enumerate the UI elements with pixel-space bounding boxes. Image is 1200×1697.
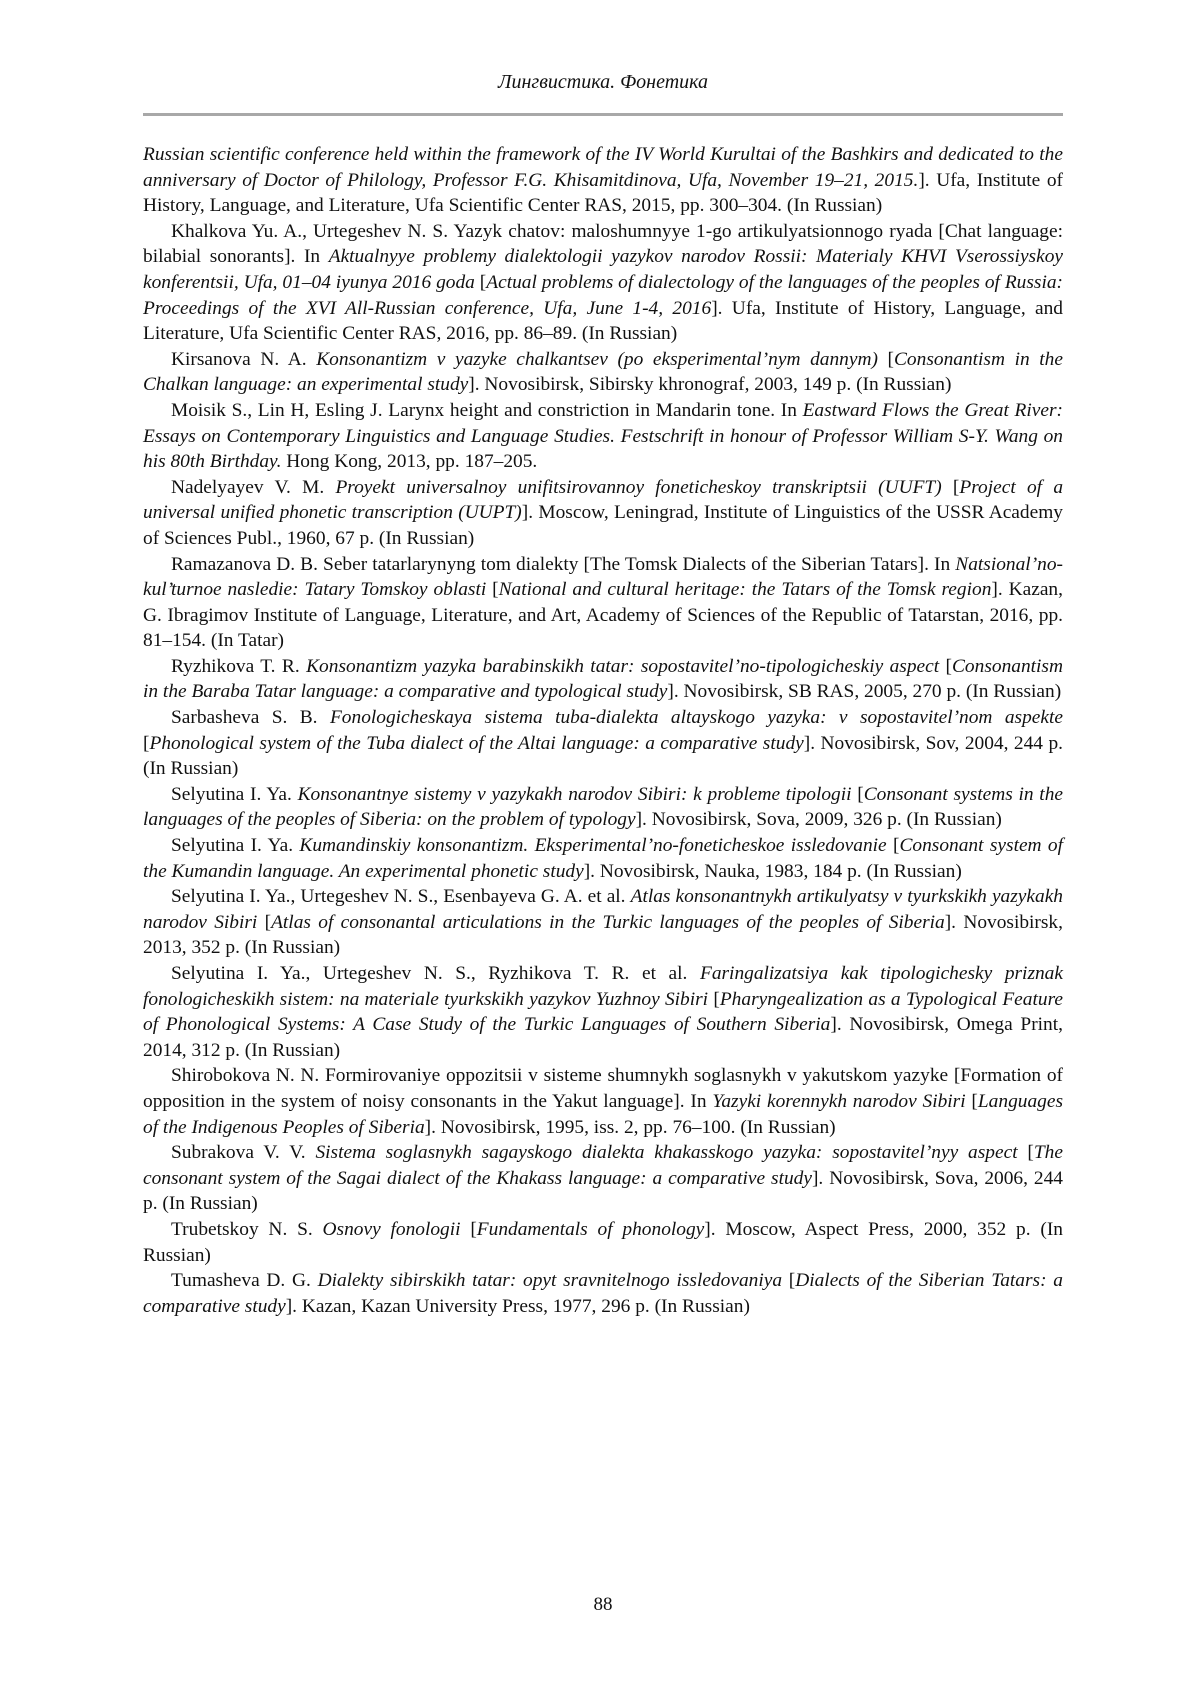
reference-title-italic: Actual problems of dialectology of the languages of the peoples of Russia: Proceedings of the XVI All-Russian conference, Ufa, June 1-4, 2016 xyxy=(143,271,1063,319)
reference-text: [ xyxy=(782,1270,796,1292)
reference-entry xyxy=(143,1140,1063,1217)
reference-text: [ xyxy=(474,271,487,293)
reference-title-italic: Consonant systems in the languages of the peoples of Siberia: on the problem of typology xyxy=(143,783,1063,831)
reference-text: Shirobokova N. N. Formirovaniye oppozitsii v sisteme shumnykh soglasnykh v yakutskom yazyke [Formation of opposition in the system of noisy consonants in the Yakut language]. In xyxy=(143,1065,1063,1112)
reference-text: ]. Kazan, Kazan University Press, 1977, 296 p. (In Russian) xyxy=(285,1295,750,1317)
reference-text: Selyutina I. Ya. xyxy=(171,835,300,857)
reference-title-italic: Russian scientific conference held within the framework of the IV World Kurultai of the Bashkirs and dedicated to the anniversary of Doctor of Philology, Professor F.G. Khisamitdinova, Ufa, November 19–21, 2015. xyxy=(143,144,1063,191)
reference-title-italic: National and cultural heritage: the Tatars of the Tomsk region xyxy=(498,579,992,601)
reference-text: [ xyxy=(460,1218,477,1240)
header-divider xyxy=(143,113,1063,116)
reference-title-italic: Project of a universal unified phonetic transcription (UUPT) xyxy=(143,476,1064,524)
reference-title-italic: Fundamentals of phonology xyxy=(476,1218,705,1240)
reference-text: ]. Novosibirsk, Sov, 2004, 244 p. (In Russian) xyxy=(143,732,1064,780)
reference-title-italic: Phonological system of the Tuba dialect of the Altai language: a comparative study xyxy=(149,732,804,754)
reference-text: Sarbasheva S. B. xyxy=(171,707,330,729)
reference-text: Ramazanova D. B. Seber tatarlarynyng tom dialekty [The Tomsk Dialects of the Siberian Tatars]. In xyxy=(171,553,956,575)
reference-title-italic: Proyekt universalnoy unifitsirovannoy foneticheskoy transkriptsii (UUFT) xyxy=(335,476,942,498)
reference-entry xyxy=(143,398,1063,475)
reference-text: ]. Moscow, Leningrad, Institute of Linguistics of the USSR Academy of Sciences Publ., 1960, 67 p. (In Russian) xyxy=(143,502,1063,549)
reference-title-italic: Yazyki korennykh narodov Sibiri xyxy=(712,1090,966,1112)
running-header: Лингвистика. Фонетика xyxy=(497,71,709,93)
reference-text: [ xyxy=(1017,1142,1034,1164)
reference-entry xyxy=(143,475,1063,552)
reference-title-italic: Sistema soglasnykh sagayskogo dialekta khakasskogo yazyka: sopostavitel’nyy aspect xyxy=(315,1142,1018,1164)
reference-text: [ xyxy=(851,783,864,805)
reference-entry xyxy=(143,833,1063,884)
reference-title-italic: Pharyngealization as a Typological Feature of Phonological Systems: A Case Study of the Turkic Languages of Southern Siberia xyxy=(143,988,1064,1036)
reference-title-italic: Languages of the Indigenous Peoples of Siberia xyxy=(143,1090,1063,1138)
reference-entry xyxy=(143,347,1063,398)
reference-text: Trubetskoy N. S. xyxy=(171,1218,323,1240)
reference-entry xyxy=(143,705,1063,782)
reference-text: Khalkova Yu. A., Urtegeshev N. S. Yazyk chatov: maloshumnyye 1-go artikulyatsionnogo ryada [Chat language: bilabial sonorants]. In xyxy=(143,220,1063,268)
reference-text: ]. Novosibirsk, 2013, 352 p. (In Russian) xyxy=(143,911,1063,959)
reference-entry xyxy=(143,1063,1063,1140)
reference-text: ]. Novosibirsk, Sova, 2006, 244 p. (In Russian) xyxy=(143,1167,1063,1215)
reference-title-italic: Atlas of consonantal articulations in the Turkic languages of the peoples of Siberia xyxy=(271,911,945,933)
reference-text: [ xyxy=(708,988,720,1010)
reference-text: ]. Novosibirsk, Omega Print, 2014, 312 p. (In Russian) xyxy=(143,1014,1063,1061)
reference-title-italic: Kumandinskiy konsonantizm. Eksperimental’no-foneticheskoe issledovanie xyxy=(299,835,887,857)
reference-title-italic: Konsonantnye sistemy v yazykakh narodov Sibiri: k probleme tipologii xyxy=(297,783,852,805)
reference-title-italic: Osnovy fonologii xyxy=(322,1218,461,1240)
reference-text: Moisik S., Lin H, Esling J. Larynx height and constriction in Mandarin tone. In xyxy=(171,399,803,421)
reference-entry xyxy=(143,219,1063,347)
reference-text: Ryzhikova T. R. xyxy=(171,655,307,677)
reference-entry xyxy=(143,782,1063,833)
reference-title-italic: Aktualnyye problemy dialektologii yazykov narodov Rossii: Materialy KHVI Vserossiyskoy konferentsii, Ufa, 01–04 iyunya 2016 goda xyxy=(143,246,1064,293)
reference-title-italic: Consonantism in the Chalkan language: an experimental study xyxy=(143,348,1063,396)
reference-text: Subrakova V. V. xyxy=(171,1142,316,1164)
reference-text: [ xyxy=(965,1090,978,1112)
reference-title-italic: Atlas konsonantnykh artikulyatsy v tyurkskikh yazykakh narodov Sibiri xyxy=(143,886,1064,933)
reference-title-italic: Dialekty sibirskikh tatar: opyt sravnitelnogo issledovaniya xyxy=(317,1270,783,1292)
reference-text: Kirsanova N. A. xyxy=(171,348,317,370)
reference-text: ]. Kazan, G. Ibragimov Institute of Language, Literature, and Art, Academy of Sciences of the Republic of Tatarstan, 2016, pp. 81–154. (In Tatar) xyxy=(143,579,1063,652)
reference-text: ]. Novosibirsk, Nauka, 1983, 184 p. (In Russian) xyxy=(583,860,962,882)
reference-text: [ xyxy=(886,835,900,857)
reference-text: Selyutina I. Ya., Urtegeshev N. S., Esenbayeva G. A. et al. xyxy=(171,886,631,908)
reference-entry xyxy=(143,142,1063,219)
reference-title-italic: Eastward Flows the Great River: Essays on Contemporary Linguistics and Language Studies. Festschrift in honour of Professor William S-Y. Wang on his 80th Birthday. xyxy=(143,399,1063,473)
reference-text: ]. Ufa, Institute of History, Language, and Literature, Ufa Scientific Center RAS, 2016, pp. 86–89. (In Russian) xyxy=(143,297,1063,345)
reference-text: Selyutina I. Ya., Urtegeshev N. S., Ryzhikova T. R. et al. xyxy=(171,963,700,984)
reference-text: [ xyxy=(257,911,272,933)
reference-text: ]. Novosibirsk, Sova, 2009, 326 p. (In Russian) xyxy=(635,809,1002,831)
reference-text: Hong Kong, 2013, pp. 187–205. xyxy=(281,451,538,473)
reference-text: ]. Moscow, Aspect Press, 2000, 352 p. (In Russian) xyxy=(143,1218,1063,1266)
reference-text: [ xyxy=(939,655,952,677)
reference-entry xyxy=(143,552,1063,654)
reference-text: Selyutina I. Ya. xyxy=(171,783,298,805)
reference-title-italic: The consonant system of the Sagai dialect of the Khakass language: a comparative study xyxy=(143,1142,1063,1189)
reference-text: [ xyxy=(941,476,960,498)
reference-text: ]. Ufa, Institute of History, Language, and Literature, Ufa Scientific Center RAS, 2015, pp. 300–304. (In Russian) xyxy=(143,169,1063,217)
reference-title-italic: Consonantism in the Baraba Tatar language: a comparative and typological study xyxy=(143,655,1063,703)
reference-title-italic: Faringalizatsiya kak tipologichesky priznak fonologicheskikh sistem: na materiale tyurkskikh yazykov Yuzhnoy Sibiri xyxy=(143,963,1063,1010)
reference-title-italic: Consonant system of the Kumandin language. An experimental phonetic study xyxy=(143,835,1064,882)
reference-entry xyxy=(143,884,1063,961)
reference-title-italic: Konsonantizm v yazyke chalkantsev (po eksperimental’nym dannym) xyxy=(316,348,878,370)
reference-entry xyxy=(143,961,1063,1063)
reference-text: [ xyxy=(877,348,894,370)
reference-title-italic: Dialects of the Siberian Tatars: a comparative study xyxy=(143,1270,1063,1317)
reference-list xyxy=(143,142,1063,1319)
reference-entry xyxy=(143,1268,1063,1319)
reference-text: Nadelyayev V. M. xyxy=(171,476,336,498)
reference-title-italic: Natsional’no-kul’turnoe nasledie: Tatary Tomskoy oblasti xyxy=(143,553,1063,601)
reference-text: ]. Novosibirsk, 1995, iss. 2, pp. 76–100. (In Russian) xyxy=(424,1116,836,1138)
reference-title-italic: Konsonantizm yazyka barabinskikh tatar: sopostavitel’no-tipologicheskiy aspect xyxy=(306,655,940,677)
reference-title-italic: Fonologicheskaya sistema tuba-dialekta altayskogo yazyka: v sopostavitel’nom aspekte xyxy=(329,707,1063,729)
reference-text: [ xyxy=(143,732,150,754)
reference-entry xyxy=(143,654,1063,705)
reference-text: [ xyxy=(486,579,499,601)
reference-text: Tumasheva D. G. xyxy=(171,1270,318,1292)
reference-text: ]. Novosibirsk, Sibirsky khronograf, 2003, 149 p. (In Russian) xyxy=(468,374,952,396)
page-number: 88 xyxy=(593,1594,613,1615)
reference-entry xyxy=(143,1217,1063,1268)
reference-text: ]. Novosibirsk, SB RAS, 2005, 270 p. (In Russian) xyxy=(667,681,1062,703)
